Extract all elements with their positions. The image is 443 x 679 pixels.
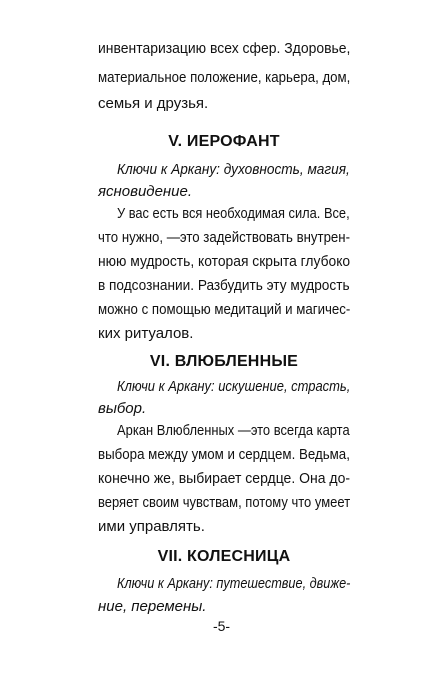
- section-keys-lovers-line-2: выбор.: [98, 400, 147, 417]
- section-body-lovers-line-4: веряет своим чувствам, потому что умеет: [98, 494, 351, 511]
- section-keys-chariot-line-2: ние, перемены.: [98, 598, 207, 615]
- section-keys-lovers-line-1: Ключи к Аркану: искушение, страсть,: [117, 378, 351, 395]
- section-body-hierophant-line-5: можно с помощью медитаций и магичес-: [98, 301, 351, 318]
- section-body-hierophant-line-2: что нужно, —это задействовать внутрен-: [98, 229, 350, 246]
- section-body-hierophant-line-6: ких ритуалов.: [98, 325, 194, 342]
- section-keys-hierophant-line-2: ясновидение.: [98, 183, 193, 200]
- intro-line-1: инвентаризацию всех сфер. Здоровье,: [98, 40, 351, 57]
- section-body-lovers-line-1: Аркан Влюбленных —это всегда карта: [117, 422, 350, 439]
- section-body-lovers-line-5: ими управлять.: [98, 518, 205, 535]
- section-body-hierophant-line-4: в подсознании. Разбудить эту мудрость: [98, 277, 350, 294]
- intro-line-3: семья и друзья.: [98, 95, 209, 112]
- section-body-hierophant-line-3: нюю мудрость, которая скрыта глубоко: [98, 253, 351, 270]
- section-keys-hierophant-line-1: Ключи к Аркану: духовность, магия,: [117, 161, 350, 178]
- intro-line-2: материальное положение, карьера, дом,: [98, 69, 351, 86]
- section-body-lovers-line-3: конечно же, выбирает сердце. Она до-: [98, 470, 351, 487]
- section-body-hierophant-line-1: У вас есть вся необходимая сила. Все,: [117, 205, 350, 222]
- section-keys-chariot-line-1: Ключи к Аркану: путешествие, движе-: [117, 575, 351, 592]
- section-heading-chariot: VII. КОЛЕСНИЦА: [157, 548, 291, 565]
- section-body-lovers-line-2: выбора между умом и сердцем. Ведьма,: [98, 446, 350, 463]
- section-heading-lovers: VI. ВЛЮБЛЕННЫЕ: [149, 353, 299, 370]
- section-heading-hierophant: V. ИЕРОФАНТ: [168, 133, 280, 150]
- page-number: -5-: [212, 618, 231, 634]
